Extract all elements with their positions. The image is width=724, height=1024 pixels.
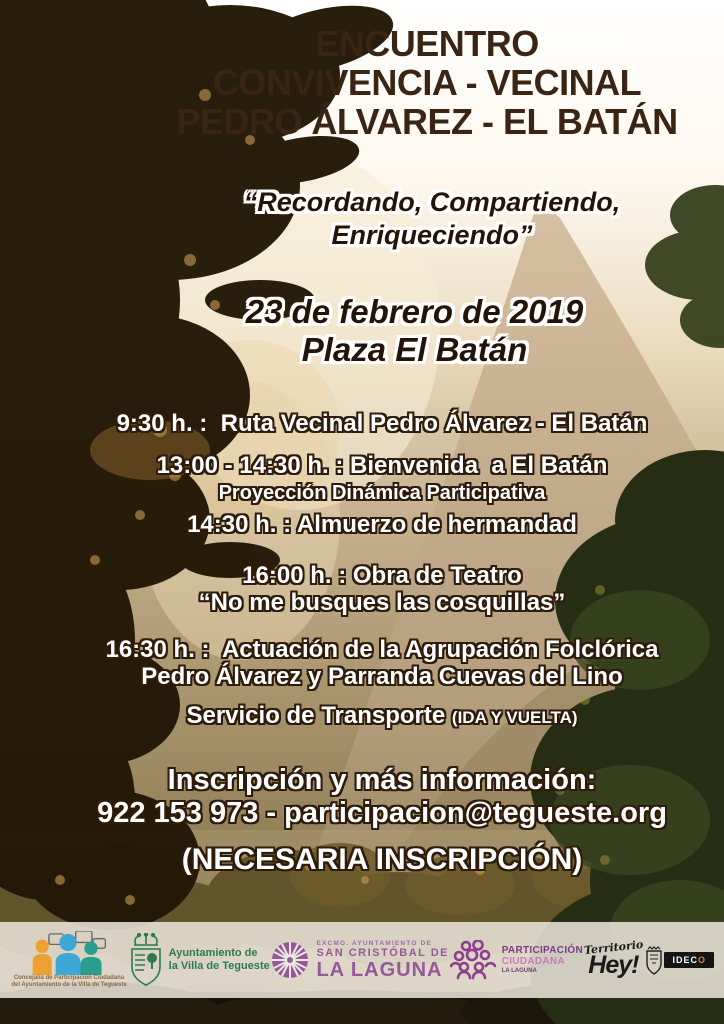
concejalia-caption-line-1: Concejalía de Participación Ciudadana bbox=[13, 975, 125, 981]
sponsor-logo-band bbox=[0, 922, 724, 998]
event-date: 23 de febrero de 2019 bbox=[245, 293, 584, 330]
schedule-item-5: 16:30 h. : Actuación de la Agrupación Folclórica bbox=[105, 636, 659, 663]
event-date-place bbox=[105, 293, 724, 369]
subtitle-line-2: Enriqueciendo” bbox=[331, 220, 533, 250]
participacion-text-line-2: CIUDADANA bbox=[501, 956, 565, 967]
registration-required-note: (NECESARIA INSCRIPCIÓN) bbox=[181, 843, 583, 876]
contact-heading: Inscripción y más información: bbox=[167, 764, 597, 796]
logo-territorio-hey bbox=[583, 937, 644, 979]
transport-service-label: Servicio de Transporte bbox=[186, 702, 446, 729]
poster-title bbox=[130, 24, 724, 141]
logo-participacion-ciudadana bbox=[450, 940, 583, 980]
ideco-logo bbox=[664, 952, 714, 968]
ideco-text: IDEC bbox=[672, 955, 698, 965]
la-laguna-rosette-icon bbox=[270, 940, 310, 980]
title-line-2: CONVIVENCIA - VECINAL bbox=[212, 62, 642, 103]
logo-concejalia-participacion bbox=[10, 931, 128, 989]
schedule-item-4: 16:00 h. : Obra de Teatro bbox=[242, 562, 522, 589]
hey-wordmark: Hey! bbox=[588, 951, 639, 979]
logo-ayuntamiento-la-laguna bbox=[270, 940, 449, 980]
transport-service-note: (IDA Y VUELTA) bbox=[451, 708, 578, 727]
poster-subtitle bbox=[140, 186, 724, 252]
la-laguna-text-line-3: LA LAGUNA bbox=[316, 959, 443, 981]
event-place: Plaza El Batán bbox=[301, 331, 528, 368]
tenerife-shield-icon bbox=[644, 945, 664, 975]
ideco-o-dot: O bbox=[697, 955, 706, 965]
logo-ayuntamiento-tegueste bbox=[129, 933, 270, 987]
la-laguna-text-line-1: EXCMO. AYUNTAMIENTO DE bbox=[316, 940, 433, 947]
schedule-item-2: 13:00 - 14:30 h. : Bienvenida a El Batán bbox=[156, 452, 608, 479]
concejalia-caption-line-2: del Ayuntamiento de la Villa de Tegueste bbox=[11, 982, 127, 988]
tegueste-text-line-2: la Villa de Tegueste bbox=[168, 960, 270, 972]
contact-phone-email: 922 153 973 - participacion@tegueste.org bbox=[97, 797, 667, 829]
schedule-item-5-sub: Pedro Álvarez y Parranda Cuevas del Lino bbox=[141, 663, 623, 690]
schedule-item-2-sub: Proyección Dinámica Participativa bbox=[218, 482, 546, 504]
schedule-item-6 bbox=[40, 702, 724, 732]
subtitle-line-1: “Recordando, Compartiendo, bbox=[243, 187, 621, 217]
concejalia-people-icon bbox=[27, 931, 111, 975]
schedule-item-4-sub: “No me busques las cosquillas” bbox=[198, 589, 566, 616]
tegueste-crest-icon bbox=[129, 933, 163, 987]
participacion-text-line-3: LA LAGUNA bbox=[501, 968, 537, 974]
title-line-1: ENCUENTRO bbox=[315, 23, 539, 64]
schedule-item-1: 9:30 h. : Ruta Vecinal Pedro Álvarez - El Batán bbox=[116, 410, 648, 437]
la-laguna-text-line-2: SAN CRISTÓBAL DE bbox=[316, 947, 450, 959]
title-line-3: PEDRO ÁLVAREZ - EL BATÁN bbox=[176, 101, 678, 142]
hey-script-text: Territorio bbox=[583, 937, 644, 958]
participacion-text-line-1: PARTICIPACIÓN bbox=[501, 945, 584, 956]
schedule-item-3: 14:30 h. : Almuerzo de hermandad bbox=[187, 511, 577, 538]
tegueste-text-line-1: Ayuntamiento de bbox=[168, 947, 258, 959]
participacion-crowd-icon bbox=[450, 940, 496, 980]
